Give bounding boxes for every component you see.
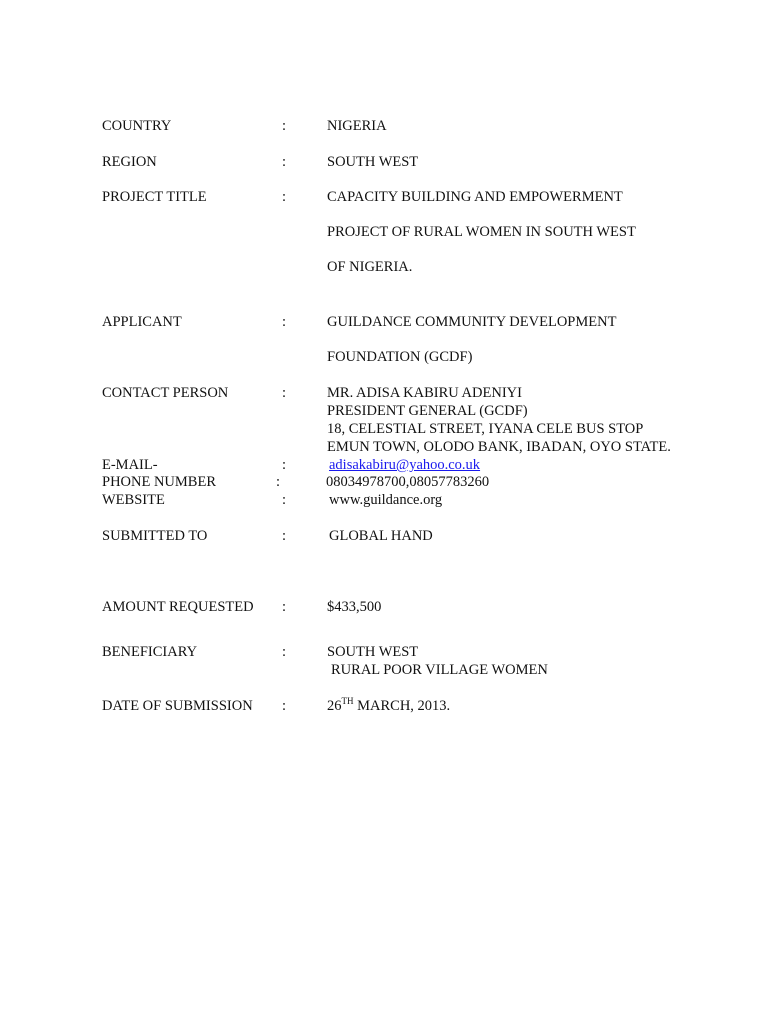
date-suffix: TH	[341, 696, 354, 706]
field-label: PROJECT TITLE	[102, 189, 207, 205]
value-line: PRESIDENT GENERAL (GCDF)	[327, 403, 528, 419]
field-colon: :	[282, 189, 287, 205]
value-line: PROJECT OF RURAL WOMEN IN SOUTH WEST	[327, 224, 636, 240]
date-day: 26	[327, 698, 342, 714]
value-line: MR. ADISA KABIRU ADENIYI	[327, 385, 522, 401]
field-label: COUNTRY	[102, 118, 172, 134]
field-label: BENEFICIARY	[102, 644, 198, 660]
field-value	[327, 384, 671, 456]
value-line: CAPACITY BUILDING AND EMPOWERMENT	[327, 189, 623, 205]
field-label: REGION	[102, 154, 157, 170]
value-line: RURAL POOR VILLAGE WOMEN	[331, 662, 548, 678]
field-colon: :	[282, 599, 287, 615]
field-label: E-MAIL-	[102, 457, 158, 473]
value-line: GUILDANCE COMMUNITY DEVELOPMENT	[327, 314, 617, 330]
field-colon: :	[282, 492, 287, 508]
field-value	[327, 643, 548, 679]
field-colon: :	[282, 644, 287, 660]
value-line: FOUNDATION (GCDF)	[327, 349, 473, 365]
value-line: SOUTH WEST	[327, 644, 419, 660]
field-colon: :	[276, 474, 281, 490]
field-colon: :	[282, 457, 287, 473]
value-line: EMUN TOWN, OLODO BANK, IBADAN, OYO STATE.	[327, 439, 671, 455]
field-colon: :	[282, 118, 287, 134]
field-value: $433,500	[327, 599, 382, 615]
date-rest: MARCH, 2013.	[353, 698, 451, 714]
field-label: DATE OF SUBMISSION	[102, 698, 253, 714]
field-colon: :	[282, 698, 287, 714]
value-line: 18, CELESTIAL STREET, IYANA CELE BUS STOP	[327, 421, 644, 437]
email-link[interactable]: adisakabiru@yahoo.co.uk	[329, 457, 481, 473]
field-label: AMOUNT REQUESTED	[102, 599, 254, 615]
field-value: www.guildance.org	[329, 492, 443, 508]
value-line: OF NIGERIA.	[327, 259, 413, 275]
field-label: CONTACT PERSON	[102, 385, 229, 401]
field-colon: :	[282, 314, 287, 330]
field-value: 08034978700,08057783260	[326, 474, 490, 490]
field-value: GLOBAL HAND	[329, 528, 433, 544]
field-colon: :	[282, 528, 287, 544]
field-value: SOUTH WEST	[327, 154, 419, 170]
field-colon: :	[282, 385, 287, 401]
field-label: SUBMITTED TO	[102, 528, 208, 544]
field-label: PHONE NUMBER	[102, 474, 216, 490]
field-value	[327, 188, 636, 276]
field-label: WEBSITE	[102, 492, 165, 508]
field-value	[327, 697, 450, 715]
field-value: NIGERIA	[327, 118, 387, 134]
field-value	[327, 313, 616, 366]
field-colon: :	[282, 154, 287, 170]
field-label: APPLICANT	[102, 314, 182, 330]
